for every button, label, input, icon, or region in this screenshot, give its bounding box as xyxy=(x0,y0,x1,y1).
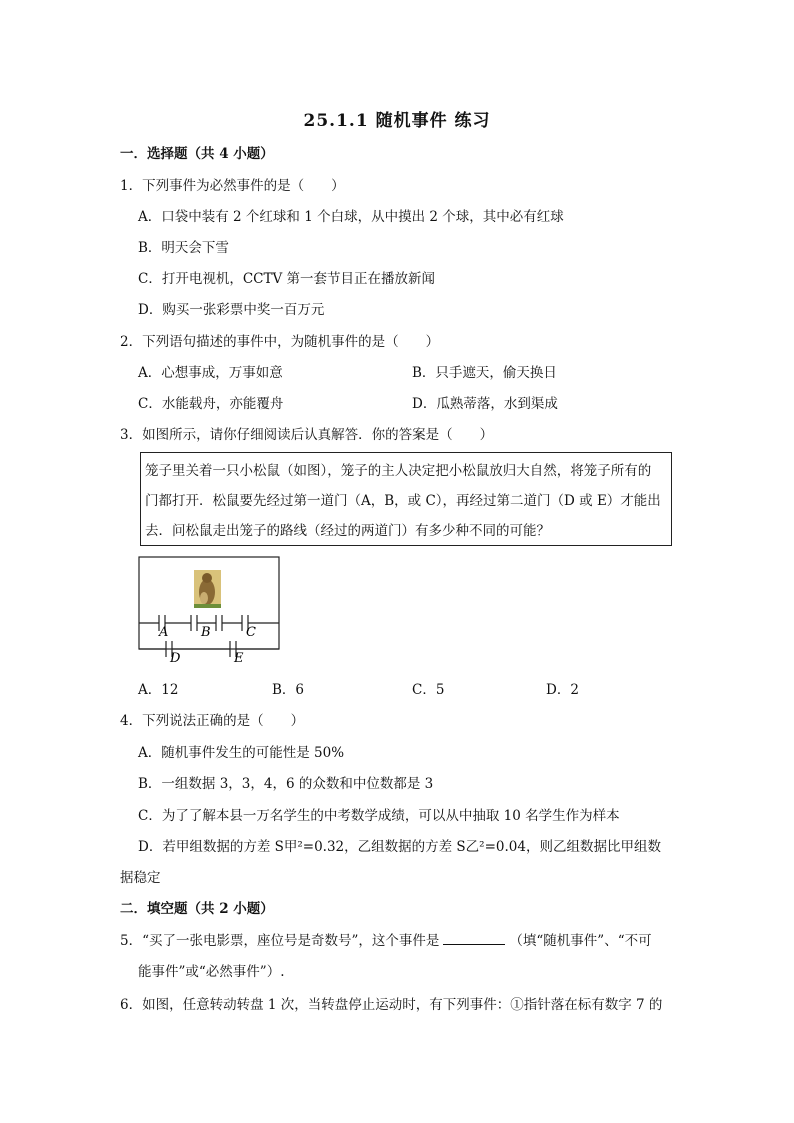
question-3-option-a: A．12 xyxy=(138,682,179,698)
cage-diagram xyxy=(136,554,284,666)
section-heading-choice: 一．选择题（共 4 小题） xyxy=(120,146,274,162)
door-label-b: B xyxy=(201,625,211,640)
section-heading-fill-in: 二．填空题（共 2 小题） xyxy=(120,901,274,917)
question-5-text-b: （填“随机事件”、“不可 xyxy=(509,933,652,949)
question-5-text-a: 5．“买了一张电影票，座位号是奇数号”，这个事件是 xyxy=(120,933,440,949)
door-label-e: E xyxy=(234,651,244,666)
question-4-option-d-continued: 据稳定 xyxy=(120,870,161,886)
question-4-option-a: A．随机事件发生的可能性是 50% xyxy=(138,745,345,761)
answer-blank[interactable] xyxy=(443,932,505,945)
question-6-line-1: 6．如图，任意转动转盘 1 次，当转盘停止运动时，有下列事件：①指针落在标有数字 7 的 xyxy=(120,997,663,1013)
question-2-option-a: A．心想事成，万事如意 xyxy=(138,365,283,381)
door-label-a: A xyxy=(159,625,169,640)
question-1-option-d: D．购买一张彩票中奖一百万元 xyxy=(138,302,325,318)
question-4-option-b: B．一组数据 3，3，4，6 的众数和中位数都是 3 xyxy=(138,776,434,792)
question-1-option-b: B．明天会下雪 xyxy=(138,240,229,256)
question-3-option-d: D．2 xyxy=(546,682,579,698)
question-3-box-line-1: 笼子里关着一只小松鼠（如图），笼子的主人决定把小松鼠放归大自然，将笼子所有的 xyxy=(145,463,652,479)
squirrel-image xyxy=(194,570,221,608)
question-4-stem: 4．下列说法正确的是（ ） xyxy=(120,713,305,729)
question-1-option-a: A．口袋中装有 2 个红球和 1 个白球，从中摸出 2 个球，其中必有红球 xyxy=(138,209,564,225)
question-5-line-2: 能事件”或“必然事件”）. xyxy=(138,964,285,980)
question-2-stem: 2．下列语句描述的事件中，为随机事件的是（ ） xyxy=(120,334,440,350)
question-4-option-d: D．若甲组数据的方差 S甲²=0.32，乙组数据的方差 S乙²=0.04，则乙组数据比甲组数 xyxy=(138,839,661,855)
question-3-box-line-3: 去．问松鼠走出笼子的路线（经过的两道门）有多少种不同的可能？ xyxy=(145,523,550,539)
question-4-option-c: C．为了了解本县一万名学生的中考数学成绩，可以从中抽取 10 名学生作为样本 xyxy=(138,808,620,824)
question-3-text-box xyxy=(140,452,672,546)
question-1-option-c: C．打开电视机，CCTV 第一套节目正在播放新闻 xyxy=(138,271,436,287)
door-label-c: C xyxy=(246,625,256,640)
question-2-option-b: B．只手遮天，偷天换日 xyxy=(412,365,557,381)
door-label-d: D xyxy=(170,651,181,666)
question-3-option-b: B．6 xyxy=(272,682,305,698)
question-1-stem: 1．下列事件为必然事件的是（ ） xyxy=(120,178,345,194)
question-3-box-line-2: 门都打开．松鼠要先经过第一道门（A，B，或 C），再经过第二道门（D 或 E）才能出 xyxy=(145,493,661,509)
question-2-option-c: C．水能载舟，亦能覆舟 xyxy=(138,396,284,412)
question-3-option-c: C．5 xyxy=(412,682,445,698)
question-2-option-d: D．瓜熟蒂落，水到渠成 xyxy=(412,396,558,412)
page-title: 25.1.1 随机事件 练习 xyxy=(303,111,491,131)
question-3-stem: 3．如图所示，请你仔细阅读后认真解答．你的答案是（ ） xyxy=(120,427,494,443)
question-5-line-1 xyxy=(120,932,652,950)
